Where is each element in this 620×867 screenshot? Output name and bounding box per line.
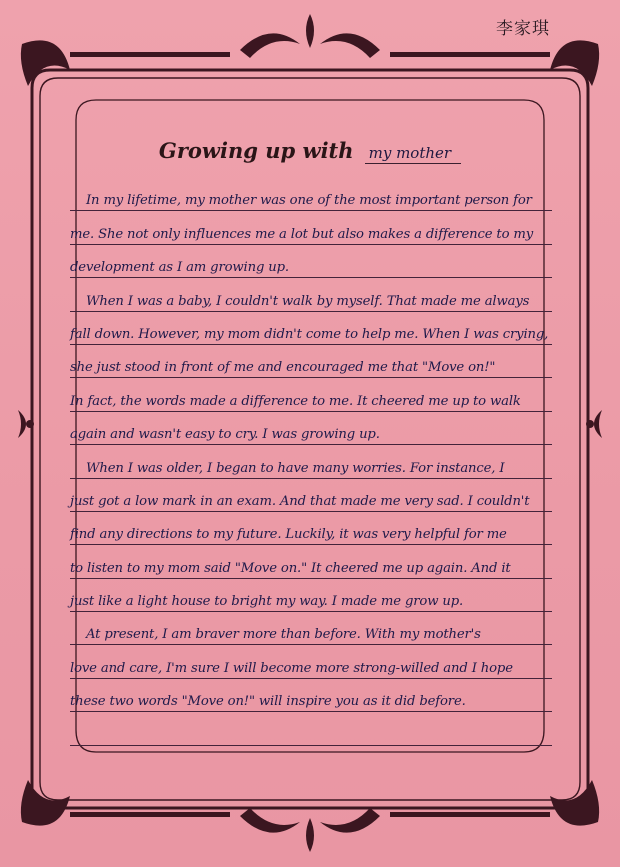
handwritten-text: fall down. However, my mom didn't come to help me. When I was crying, (70, 326, 549, 342)
handwritten-text: these two words "Move on!" will inspire you as it did before. (70, 694, 466, 710)
handwritten-text: When I was a baby, I couldn't walk by myself. That made me always (86, 293, 530, 309)
ruled-line (70, 278, 552, 311)
handwritten-text: In my lifetime, my mother was one of the most important person for (86, 193, 532, 209)
handwritten-text: When I was older, I began to have many worries. For instance, I (86, 460, 505, 476)
ruled-line (70, 412, 552, 445)
ruled-line (70, 378, 552, 411)
title-prefix: Growing up with (158, 138, 354, 163)
handwritten-text: At present, I am braver more than before. With my mother's (86, 627, 481, 643)
ruled-writing-area (70, 178, 552, 746)
title-blank-fill: my mother (365, 144, 461, 164)
ruled-line (70, 679, 552, 712)
ruled-line (70, 178, 552, 211)
ruled-line-empty (70, 712, 552, 745)
handwritten-text: to listen to my mom said "Move on." It cheered me up again. And it (70, 560, 511, 576)
handwritten-text: again and wasn't easy to cry. I was growing up. (70, 427, 380, 443)
handwritten-text: find any directions to my future. Luckily, it was very helpful for me (70, 527, 507, 543)
handwritten-text: she just stood in front of me and encouraged me that "Move on!" (70, 360, 496, 376)
essay-title (0, 138, 620, 164)
ruled-line (70, 612, 552, 645)
ruled-line (70, 445, 552, 478)
ruled-line (70, 512, 552, 545)
ruled-line (70, 479, 552, 512)
ruled-line (70, 211, 552, 244)
handwritten-text: development as I am growing up. (70, 260, 289, 276)
ruled-line (70, 645, 552, 678)
author-signature: 李家琪 (496, 19, 550, 39)
handwritten-text: just like a light house to bright my way. I made me grow up. (70, 594, 464, 610)
ruled-line (70, 245, 552, 278)
handwritten-text: just got a low mark in an exam. And that made me very sad. I couldn't (70, 493, 530, 509)
ruled-line (70, 545, 552, 578)
ruled-line (70, 579, 552, 612)
handwritten-text: me. She not only influences me a lot but also makes a difference to my (70, 226, 534, 242)
handwritten-text: love and care, I'm sure I will become more strong-willed and I hope (70, 660, 513, 676)
ruled-line (70, 345, 552, 378)
handwritten-text: In fact, the words made a difference to me. It cheered me up to walk (70, 393, 521, 409)
ruled-line (70, 312, 552, 345)
